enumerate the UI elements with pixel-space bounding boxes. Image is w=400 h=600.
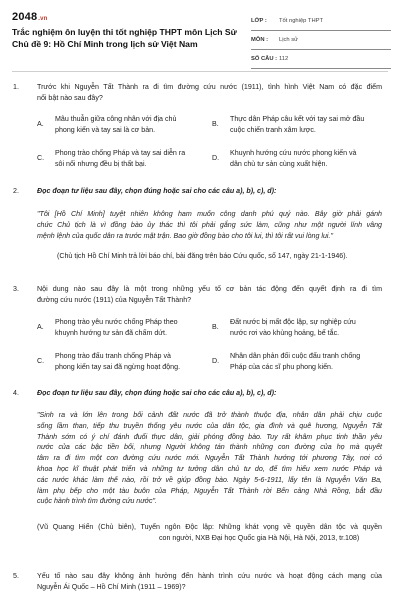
- question-4-quote: "Sinh ra và lớn lên trong bối cảnh đất nước đã trở thành thuộc địa, nhân dân phải chịu cuộc sống lầm than, tiếp thu truyền thống yêu nước của dân tộc, gia đình và quê hương, Nguyễn Tất Thành sớm có ý chí đánh đuổi thực dân, giải phóng đồng bào. Tuy rất khâm phục tinh thần yêu nước của các bậc tiền bối, nhưng Người không tán thành những con đường của họ mà quyết tâm ra đi tìm một con đường cứu nước mới. Nguyễn Tất Thành hướng tới phương Tây, nơi có khoa học kĩ thuật phát triển và những tư tưởng dân chủ tư do, để tìm hiểu xem nước Pháp và các nước khác làm thế nào, rồi trở về giúp đồng bào. Ngày 5-6-1911, lấy tên là Nguyễn Văn Ba, làm phụ bếp cho một tàu buôn của Pháp, Nguyễn Tất Thành rời Bến cảng Nhà Rồng, bắt đầu cuộc hành trình tìm đường cứu nước".: [37, 411, 382, 506]
- question-3-text: Nội dung nào sau đây là một trong những yếu tố cơ bản tác động đến quyết định ra đi tìm đường cứu nước (1911) của Nguyễn Tất Thành?: [37, 285, 382, 304]
- question-2-source: (Chủ tịch Hồ Chí Minh trả lời báo chí, bài đăng trên báo Cứu quốc, số 147, ngày 21-1-1946).: [57, 252, 348, 260]
- question-5-text: Yếu tố nào sau đây không ảnh hưởng đến hành trình cứu nước và hoạt động cách mạng của Nguyễn Ái Quốc – Hồ Chí Minh (1911 – 1969)?: [37, 572, 382, 591]
- document-meta-table: [251, 12, 391, 69]
- question-4-heading: Đọc đoạn tư liệu sau đây, chọn đúng hoặc sai cho các câu a), b), c), d):: [37, 389, 277, 397]
- question-4-source: (Vũ Quang Hiển (Chủ biên), Tuyển ngôn Độc lập: Những khát vọng về quyền dân tộc và quyền con người, NXB Đại học Quốc gia Hà Nội, Hà Nội, 2013, tr.108): [37, 523, 382, 542]
- meta-row-question-count: SỐ CÂU : 112: [251, 50, 391, 69]
- meta-row-class: LỚP : Tốt nghiệp THPT: [251, 12, 391, 31]
- question-1-text: Trước khi Nguyễn Tất Thành ra đi tìm đường cứu nước (1911), tình hình Việt Nam có đặc điểm nổi bật nào sau đây?: [37, 83, 382, 102]
- header-divider: [12, 71, 388, 72]
- site-logo[interactable]: 2048.vn: [12, 11, 48, 23]
- worksheet-page: 2048.vn Trắc nghiệm ôn luyện thi tốt nghiệp THPT môn Lịch Sử Chủ đề 9: Hồ Chí Minh trong lịch sử Việt Nam LỚP : Tốt nghiệp THPT MÔN : Lịch sử SỐ CÂU : 112 1. Trước khi Nguyễn Tất Thành ra đi tìm đường cứu nước (1911), tình hình Việt Nam có đặc điểm nổi bật nào sau đây? A. Mâu thuẫn giữa công nhân với địa chủ phong kiến và tay sai là cơ bản. B. Thực dân Pháp câu kết với tay sai mở đầu cuộc chiến tranh xâm lược. C. Phong trào chống Pháp và tay sai diễn ra sôi nổi nhưng đều bị thất bại. D. Khuynh hướng cứu nước phong kiến và dân chủ tư sản cùng xuất hiện. 2. Đọc đoạn tư liệu sau đây, chọn đúng hoặc sai cho các câu a), b), c), d): "Tôi [Hồ Chí Minh] tuyệt nhiên không ham muốn công danh phú quý nào. Bây giờ phải gánh chức Chủ tịch là vì đồng bào ủy thác thì tôi phải gắng sức làm, cũng như một người lính vâng mệnh lệnh của quốc dân ra trước mặt trận. Bao giờ đồng bào cho tôi lui, thì tôi rất vui lòng lui." (Chủ tịch Hồ Chí Minh trả lời báo chí, bài đăng trên báo Cứu quốc, số 147, ngày 21-1-1946). 3. Nội dung nào sau đây là một trong những yếu tố cơ bản tác động đến quyết định ra đi tìm đường cứu nước (1911) của Nguyễn Tất Thành? A. Phong trào yêu nước chống Pháp theo khuynh hướng tư sản đã chấm dứt. B. Đất nước bị mất độc lập, sự nghiệp cứu nước rơi vào khủng hoảng, bế tắc. C. Phong trào đấu tranh chống Pháp và phong kiến tay sai đã ngừng hoạt động. D. Nhân dân phản đối cuộc đấu tranh chống Pháp của các sĩ phu phong kiến. 4. Đọc đoạn tư liệu sau đây, chọn đúng hoặc sai cho các câu a), b), c), d): "Sinh ra và lớn lên trong bối cảnh đất nước đã trở thành thuộc địa, nhân dân phải chịu cuộc sống lầm than, tiếp thu truyền thống yêu nước của dân tộc, gia đình và quê hương, Nguyễn Tất Thành sớm có ý chí đánh đuổi thực dân, giải phóng đồng bào. Tuy rất khâm phục tinh thần yêu nước của các bậc tiền bối, nhưng Người không tán thành những con đường của họ mà quyết tâm ra đi tìm một con đường cứu nước mới. Nguyễn Tất Thành hướng tới phương Tây, nơi có khoa học kĩ thuật phát triển và những tư tưởng dân chủ tư do, để tìm hiểu xem nước Pháp và các nước khác làm thế nào, rồi trở về giúp đồng bào. Ngày 5-6-1911, lấy tên là Nguyễn Văn Ba, làm phụ bếp cho một tàu buôn của Pháp, Nguyễn Tất Thành rời Bến cảng Nhà Rồng, bắt đầu cuộc hành trình tìm đường cứu nước". (Vũ Quang Hiển (Chủ biên), Tuyển ngôn Độc lập: Những khát vọng về quyền dân tộc và quyền con người, NXB Đại học Quốc gia Hà Nội, Hà Nội, 2013, tr.108) 5. Yếu tố nào sau đây không ảnh hưởng đến hành trình cứu nước và hoạt động cách mạng của Nguyễn Ái Quốc – Hồ Chí Minh (1911 – 1969)?: [0, 0, 400, 600]
- meta-row-subject: MÔN : Lịch sử: [251, 31, 391, 50]
- page-header: [0, 0, 400, 60]
- document-title: Trắc nghiệm ôn luyện thi tốt nghiệp THPT môn Lịch Sử Chủ đề 9: Hồ Chí Minh trong lịch sử Việt Nam: [12, 27, 237, 49]
- question-2-heading: Đọc đoạn tư liệu sau đây, chọn đúng hoặc sai cho các câu a), b), c), d):: [37, 187, 277, 195]
- question-2-quote: "Tôi [Hồ Chí Minh] tuyệt nhiên không ham muốn công danh phú quý nào. Bây giờ phải gánh chức Chủ tịch là vì đồng bào ủy thác thì tôi phải gắng sức làm, cũng như một người lính vâng mệnh lệnh của quốc dân ra trước mặt trận. Bao giờ đồng bào cho tôi lui, thì tôi rất vui lòng lui.": [37, 210, 382, 240]
